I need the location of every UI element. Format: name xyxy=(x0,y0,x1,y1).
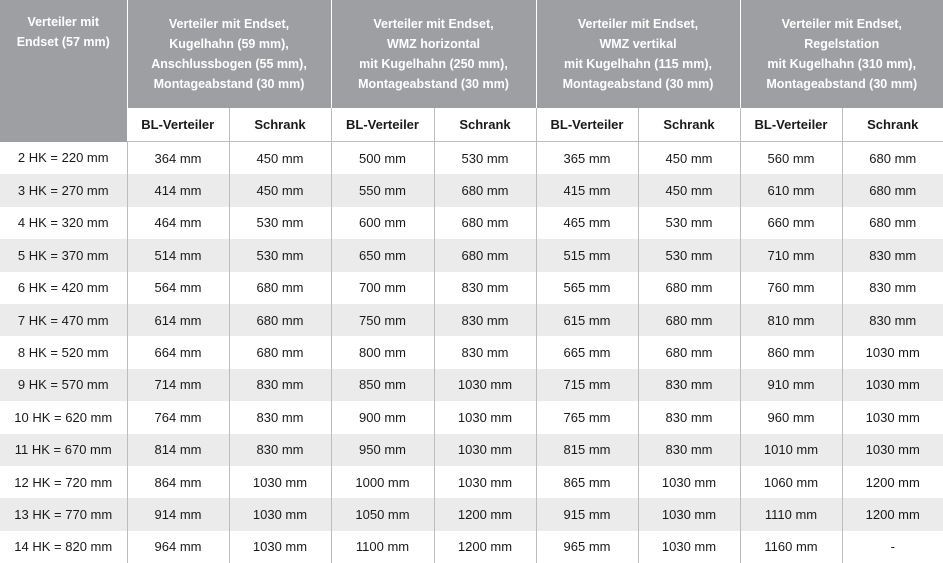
cell-schrank: 1030 mm xyxy=(638,498,740,530)
cell-bl-verteiler: 464 mm xyxy=(127,207,229,239)
table-row xyxy=(0,304,943,336)
row-label: 2 HK = 220 mm xyxy=(0,142,127,175)
cell-bl-verteiler: 810 mm xyxy=(740,304,842,336)
cell-schrank: 680 mm xyxy=(638,304,740,336)
cell-bl-verteiler: 964 mm xyxy=(127,531,229,563)
cell-bl-verteiler: 1110 mm xyxy=(740,498,842,530)
cell-bl-verteiler: 910 mm xyxy=(740,369,842,401)
sub-header-schrank: Schrank xyxy=(434,108,536,142)
cell-bl-verteiler: 1050 mm xyxy=(331,498,434,530)
cell-schrank: 530 mm xyxy=(434,142,536,175)
cell-bl-verteiler: 815 mm xyxy=(536,434,638,466)
cell-schrank: 1200 mm xyxy=(434,531,536,563)
cell-bl-verteiler: 515 mm xyxy=(536,239,638,271)
cell-schrank: 1030 mm xyxy=(434,466,536,498)
cell-schrank: 1030 mm xyxy=(229,531,331,563)
cell-schrank: 830 mm xyxy=(229,401,331,433)
cell-bl-verteiler: 365 mm xyxy=(536,142,638,175)
cell-schrank: 680 mm xyxy=(434,174,536,206)
cell-schrank: 680 mm xyxy=(842,174,943,206)
sub-header-bl-verteiler: BL-Verteiler xyxy=(536,108,638,142)
cell-schrank: 680 mm xyxy=(434,239,536,271)
cell-bl-verteiler: 600 mm xyxy=(331,207,434,239)
table-row xyxy=(0,336,943,368)
table-body xyxy=(0,142,943,563)
group-header-kugelhahn-anschlussbogen: Verteiler mit Endset, Kugelhahn (59 mm), Anschlussbogen (55 mm), Montageabstand (30 mm) xyxy=(127,0,331,108)
cell-bl-verteiler: 514 mm xyxy=(127,239,229,271)
cell-bl-verteiler: 714 mm xyxy=(127,369,229,401)
cell-bl-verteiler: 715 mm xyxy=(536,369,638,401)
row-label: 6 HK = 420 mm xyxy=(0,272,127,304)
cell-schrank: 530 mm xyxy=(229,239,331,271)
cell-bl-verteiler: 1000 mm xyxy=(331,466,434,498)
cell-schrank: 450 mm xyxy=(638,174,740,206)
sub-header-schrank: Schrank xyxy=(638,108,740,142)
cell-bl-verteiler: 800 mm xyxy=(331,336,434,368)
cell-schrank: 530 mm xyxy=(638,239,740,271)
row-label: 13 HK = 770 mm xyxy=(0,498,127,530)
cell-bl-verteiler: 950 mm xyxy=(331,434,434,466)
table-row xyxy=(0,239,943,271)
cell-schrank: 1030 mm xyxy=(638,531,740,563)
cell-bl-verteiler: 564 mm xyxy=(127,272,229,304)
cell-schrank: 830 mm xyxy=(638,434,740,466)
cell-bl-verteiler: 650 mm xyxy=(331,239,434,271)
cell-bl-verteiler: 665 mm xyxy=(536,336,638,368)
row-label: 14 HK = 820 mm xyxy=(0,531,127,563)
cell-schrank: 530 mm xyxy=(229,207,331,239)
cell-bl-verteiler: 1160 mm xyxy=(740,531,842,563)
table-row xyxy=(0,466,943,498)
table-row xyxy=(0,369,943,401)
table-row xyxy=(0,207,943,239)
cell-bl-verteiler: 1100 mm xyxy=(331,531,434,563)
cell-bl-verteiler: 414 mm xyxy=(127,174,229,206)
cell-bl-verteiler: 750 mm xyxy=(331,304,434,336)
cell-schrank: 1030 mm xyxy=(638,466,740,498)
cell-bl-verteiler: 550 mm xyxy=(331,174,434,206)
cell-schrank: 830 mm xyxy=(229,434,331,466)
sub-header-bl-verteiler: BL-Verteiler xyxy=(331,108,434,142)
cell-schrank: 450 mm xyxy=(229,174,331,206)
sub-header-bl-verteiler: BL-Verteiler xyxy=(127,108,229,142)
group-header-row xyxy=(0,0,943,108)
cell-schrank: 830 mm xyxy=(434,336,536,368)
cell-schrank: 680 mm xyxy=(638,336,740,368)
cell-bl-verteiler: 500 mm xyxy=(331,142,434,175)
cell-schrank: 830 mm xyxy=(638,369,740,401)
cell-bl-verteiler: 860 mm xyxy=(740,336,842,368)
cell-bl-verteiler: 610 mm xyxy=(740,174,842,206)
cell-schrank: 1200 mm xyxy=(434,498,536,530)
row-label: 11 HK = 670 mm xyxy=(0,434,127,466)
table-row xyxy=(0,434,943,466)
cell-bl-verteiler: 814 mm xyxy=(127,434,229,466)
group-header-verteiler-endset: Verteiler mit Endset (57 mm) xyxy=(0,0,127,142)
table-row xyxy=(0,272,943,304)
cell-bl-verteiler: 765 mm xyxy=(536,401,638,433)
sub-header-row xyxy=(0,108,943,142)
cell-schrank: 830 mm xyxy=(434,272,536,304)
cell-bl-verteiler: 865 mm xyxy=(536,466,638,498)
cell-schrank: 680 mm xyxy=(842,207,943,239)
cell-bl-verteiler: 764 mm xyxy=(127,401,229,433)
cell-schrank: 1030 mm xyxy=(842,401,943,433)
cell-schrank: 830 mm xyxy=(842,239,943,271)
row-label: 8 HK = 520 mm xyxy=(0,336,127,368)
cell-schrank: 830 mm xyxy=(842,272,943,304)
cell-schrank: 450 mm xyxy=(638,142,740,175)
cell-bl-verteiler: 465 mm xyxy=(536,207,638,239)
cell-schrank: 1030 mm xyxy=(229,466,331,498)
cell-schrank: 1030 mm xyxy=(229,498,331,530)
cell-bl-verteiler: 700 mm xyxy=(331,272,434,304)
cell-bl-verteiler: 864 mm xyxy=(127,466,229,498)
cell-schrank: 680 mm xyxy=(229,304,331,336)
cell-schrank: 680 mm xyxy=(842,142,943,175)
cell-schrank: 830 mm xyxy=(842,304,943,336)
cell-bl-verteiler: 965 mm xyxy=(536,531,638,563)
table-row xyxy=(0,401,943,433)
cell-schrank: 1030 mm xyxy=(434,401,536,433)
cell-bl-verteiler: 614 mm xyxy=(127,304,229,336)
sub-header-schrank: Schrank xyxy=(229,108,331,142)
cell-schrank: 830 mm xyxy=(638,401,740,433)
row-label: 3 HK = 270 mm xyxy=(0,174,127,206)
cell-bl-verteiler: 914 mm xyxy=(127,498,229,530)
cell-schrank: 680 mm xyxy=(229,272,331,304)
cell-schrank: 830 mm xyxy=(434,304,536,336)
row-label: 7 HK = 470 mm xyxy=(0,304,127,336)
cell-schrank: 1200 mm xyxy=(842,498,943,530)
table-row xyxy=(0,531,943,563)
cell-bl-verteiler: 364 mm xyxy=(127,142,229,175)
cell-bl-verteiler: 664 mm xyxy=(127,336,229,368)
cell-schrank: 1200 mm xyxy=(842,466,943,498)
cell-bl-verteiler: 560 mm xyxy=(740,142,842,175)
cell-bl-verteiler: 900 mm xyxy=(331,401,434,433)
cell-schrank: 830 mm xyxy=(229,369,331,401)
sub-header-schrank: Schrank xyxy=(842,108,943,142)
cell-schrank: 450 mm xyxy=(229,142,331,175)
cell-schrank: 1030 mm xyxy=(842,369,943,401)
table-row xyxy=(0,498,943,530)
row-label: 5 HK = 370 mm xyxy=(0,239,127,271)
sub-header-bl-verteiler: BL-Verteiler xyxy=(740,108,842,142)
cell-bl-verteiler: 565 mm xyxy=(536,272,638,304)
cell-bl-verteiler: 660 mm xyxy=(740,207,842,239)
table-row xyxy=(0,174,943,206)
group-header-regelstation: Verteiler mit Endset, Regelstation mit Kugelhahn (310 mm), Montageabstand (30 mm) xyxy=(740,0,943,108)
table-row xyxy=(0,142,943,175)
cell-bl-verteiler: 850 mm xyxy=(331,369,434,401)
cell-bl-verteiler: 1060 mm xyxy=(740,466,842,498)
cell-bl-verteiler: 615 mm xyxy=(536,304,638,336)
row-label: 4 HK = 320 mm xyxy=(0,207,127,239)
row-label: 12 HK = 720 mm xyxy=(0,466,127,498)
cell-schrank: 1030 mm xyxy=(434,434,536,466)
row-label: 9 HK = 570 mm xyxy=(0,369,127,401)
cell-schrank: 680 mm xyxy=(229,336,331,368)
cell-bl-verteiler: 415 mm xyxy=(536,174,638,206)
cell-schrank: 530 mm xyxy=(638,207,740,239)
group-header-wmz-vertikal: Verteiler mit Endset, WMZ vertikal mit Kugelhahn (115 mm), Montageabstand (30 mm) xyxy=(536,0,740,108)
cell-schrank: 680 mm xyxy=(434,207,536,239)
group-header-wmz-horizontal: Verteiler mit Endset, WMZ horizontal mit Kugelhahn (250 mm), Montageabstand (30 mm) xyxy=(331,0,536,108)
cell-schrank: - xyxy=(842,531,943,563)
cell-bl-verteiler: 760 mm xyxy=(740,272,842,304)
cell-bl-verteiler: 710 mm xyxy=(740,239,842,271)
cell-schrank: 680 mm xyxy=(638,272,740,304)
cell-bl-verteiler: 915 mm xyxy=(536,498,638,530)
cell-schrank: 1030 mm xyxy=(842,434,943,466)
cell-schrank: 1030 mm xyxy=(434,369,536,401)
cell-bl-verteiler: 1010 mm xyxy=(740,434,842,466)
row-label: 10 HK = 620 mm xyxy=(0,401,127,433)
cell-bl-verteiler: 960 mm xyxy=(740,401,842,433)
cell-schrank: 1030 mm xyxy=(842,336,943,368)
